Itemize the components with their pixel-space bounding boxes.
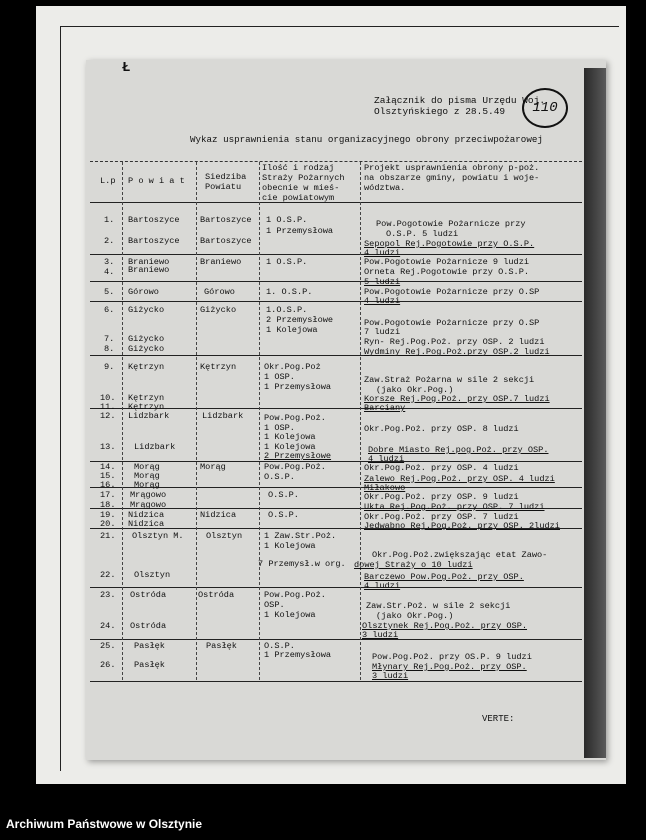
row-lp: 6. <box>104 305 115 315</box>
row-lp: 20. <box>100 519 116 529</box>
row-ilosc: 1 OSP. <box>264 372 295 382</box>
header-ilosc: cie powiatowym <box>262 193 335 203</box>
row-siedziba: Nidzica <box>200 510 237 520</box>
row-ilosc: O.S.P. <box>268 510 299 520</box>
row-ilosc: OSP. <box>264 600 285 610</box>
row-projekt: Miłakowo <box>364 483 406 493</box>
row-powiat: Pasłęk <box>134 641 165 651</box>
row-projekt: Okr.Pog.Poż. przy OSP. 4 ludzi <box>364 463 519 473</box>
row-projekt: 5 ludzi <box>364 277 401 287</box>
row-projekt: Pow.Pogotowie Pożarnicze przy <box>376 219 526 229</box>
row-siedziba: Lidzbark <box>202 411 244 421</box>
row-siedziba: Bartoszyce <box>200 215 252 225</box>
row-projekt: Sepopol Rej.Pogotowie przy O.S.P. <box>364 239 535 249</box>
table-rule <box>90 461 582 462</box>
row-ilosc: 7 Przemysł.w org. <box>258 559 346 569</box>
row-projekt: Pow.Pogotowie Pożarnicze 9 ludzi <box>364 257 530 267</box>
row-lp: 11. <box>100 402 116 412</box>
row-projekt: Orneta Rej.Pogotowie przy O.S.P. <box>364 267 530 277</box>
row-powiat: Giżycko <box>128 334 165 344</box>
row-siedziba: Górowo <box>204 287 235 297</box>
row-projekt: Barciany <box>364 403 406 413</box>
row-projekt: Pow.Pogotowie Pożarnicze przy O.SP <box>364 287 540 297</box>
row-projekt: Okr.Pog.Poż.zwiększając etat Zawo- <box>372 550 548 560</box>
document-title: Wykaz usprawnienia stanu organizacyjnego obrony przeciwpożarowej <box>190 134 543 145</box>
row-ilosc: Pow.Pog.Poż. <box>264 590 326 600</box>
row-powiat: Giżycko <box>128 305 165 315</box>
row-projekt: 4 ludzi <box>364 581 401 591</box>
row-ilosc: 2 Przemysłowe <box>266 315 334 325</box>
header-ilosc: Ilość i rodzaj <box>262 163 335 173</box>
row-powiat: Morąg <box>134 462 160 472</box>
row-powiat: Braniewo <box>128 265 170 275</box>
header-lp: L.p <box>100 176 116 186</box>
row-projekt: (jako Okr.Pog.) <box>376 385 454 395</box>
row-powiat: Nidzica <box>128 519 165 529</box>
row-lp: 23. <box>100 590 116 600</box>
row-projekt: Korsze Rej.Pog.Poż. przy OSP.7 ludzi <box>364 394 550 404</box>
row-powiat: Kętrzyn <box>128 362 165 372</box>
header-powiat: P o w i a t <box>128 176 185 186</box>
table-rule <box>90 161 582 162</box>
row-projekt: Okr.Pog.Poż. przy OSP. 9 ludzi <box>364 492 519 502</box>
row-powiat: Morąg <box>134 471 160 481</box>
row-lp: 12. <box>100 411 116 421</box>
row-lp: 4. <box>104 267 115 277</box>
row-lp: 7. <box>104 334 115 344</box>
header-ilosc: obecnie w mieś- <box>262 183 340 193</box>
row-lp: 19. <box>100 510 116 520</box>
row-ilosc: Pow.Pog.Poż. <box>264 462 326 472</box>
table-rule <box>90 254 582 255</box>
table-rule <box>90 587 582 588</box>
archive-footer <box>0 784 646 840</box>
row-powiat: Mrągowo <box>130 500 167 510</box>
header-siedziba: Powiatu <box>205 182 242 192</box>
row-powiat: Giżycko <box>128 344 165 354</box>
header-projekt: na obszarze gminy, powiatu i woje- <box>364 173 540 183</box>
row-powiat: Olsztyn M. <box>132 531 184 541</box>
row-lp: 5. <box>104 287 115 297</box>
row-projekt: Pow.Pogotowie Pożarnicze przy O.SP <box>364 318 540 328</box>
row-ilosc: 1 Przemysłowa <box>264 650 332 660</box>
row-projekt: 4 ludzi <box>368 454 405 464</box>
row-lp: 24. <box>100 621 116 631</box>
row-projekt: Dobre Miasto Rej.pog.Poż. przy OSP. <box>368 445 549 455</box>
row-powiat: Mrągowo <box>130 490 167 500</box>
row-lp: 9. <box>104 362 115 372</box>
column-divider <box>259 162 260 680</box>
row-powiat: Olsztyn <box>134 570 171 580</box>
table-rule <box>90 301 582 302</box>
row-lp: 15. <box>100 471 116 481</box>
attachment-line-2: Olsztyńskiego z 28.5.49 <box>374 106 506 117</box>
row-projekt: Ryn- Rej.Pog.Poż. przy OSP. 2 ludzi <box>364 337 545 347</box>
row-ilosc: O.S.P. <box>268 490 299 500</box>
row-powiat: Bartoszyce <box>128 215 180 225</box>
row-lp: 3. <box>104 257 115 267</box>
row-lp: 14. <box>100 462 116 472</box>
row-siedziba: Ostróda <box>198 590 235 600</box>
column-divider <box>122 162 123 680</box>
header-projekt: Projekt usprawnienia obrony p-poż. <box>364 163 540 173</box>
row-siedziba: Olsztyn <box>206 531 243 541</box>
row-powiat: Ostróda <box>130 590 167 600</box>
row-lp: 2. <box>104 236 115 246</box>
row-siedziba: Pasłęk <box>206 641 237 651</box>
row-projekt: 4 ludzi <box>364 296 401 306</box>
row-lp: 8. <box>104 344 115 354</box>
row-ilosc: 1 Przemysłowa <box>264 382 332 392</box>
archive-caption: Archiwum Państwowe w Olsztynie <box>6 817 203 831</box>
row-ilosc: 1 Kolejowa <box>264 432 316 442</box>
attachment-line-1: Załącznik do pisma Urzędu Woj. <box>374 95 546 106</box>
row-ilosc: 1 Przemysłowa <box>266 226 334 236</box>
row-lp: 18. <box>100 500 116 510</box>
table-rule <box>90 202 582 203</box>
row-ilosc: O.S.P. <box>264 472 295 482</box>
row-ilosc: 1 Kolejowa <box>264 610 316 620</box>
row-projekt: Zaw.Str.Poż. w sile 2 sekcji <box>366 601 511 611</box>
row-projekt: Olsztynek Rej.Pog.Poż. przy OSP. <box>362 621 528 631</box>
row-siedziba: Braniewo <box>200 257 242 267</box>
verte-note: VERTE: <box>482 714 515 724</box>
row-projekt: Wydminy Rej.Pog.Poż.przy OSP.2 ludzi <box>364 347 550 357</box>
row-siedziba: Morąg <box>200 462 226 472</box>
row-siedziba: Kętrzyn <box>200 362 237 372</box>
row-powiat: Kętrzyn <box>128 393 165 403</box>
row-ilosc: 1 OSP. <box>264 423 295 433</box>
row-ilosc: O.S.P. <box>264 641 295 651</box>
row-ilosc: 1 Kolejowa <box>266 325 318 335</box>
row-projekt: 4 ludzi <box>364 248 401 258</box>
row-projekt: 7 ludzi <box>364 327 401 337</box>
row-ilosc: 1 O.S.P. <box>266 257 308 267</box>
row-lp: 22. <box>100 570 116 580</box>
row-ilosc: Pow.Pog.Poż. <box>264 413 326 423</box>
row-projekt: (jako Okr.Pog.) <box>376 611 454 621</box>
page-number-stamp: 110 <box>522 88 568 128</box>
header-siedziba: Siedziba <box>205 172 247 182</box>
row-lp: 26. <box>100 660 116 670</box>
row-ilosc: Okr.Pog.Poż <box>264 362 321 372</box>
column-divider <box>196 162 197 680</box>
column-divider <box>360 162 361 680</box>
row-projekt: Młynary Rej.Pog.Poż. przy OSP. <box>372 662 527 672</box>
row-powiat: Górowo <box>128 287 159 297</box>
row-ilosc: 1 Kolejowa <box>264 442 316 452</box>
row-lp: 10. <box>100 393 116 403</box>
row-powiat: Braniewo <box>128 257 170 267</box>
row-projekt: Jedwabno Rej.Pog.Poż. przy OSP. 2ludzi <box>364 521 560 531</box>
row-projekt: Zalewo Rej.Pog.Poż. przy OSP. 4 ludzi <box>364 474 555 484</box>
header-ilosc: Straży Pożarnych <box>262 173 345 183</box>
row-projekt: dowej Straży o 10 ludzi <box>354 560 473 570</box>
row-lp: 1. <box>104 215 115 225</box>
row-projekt: Barczewo Pow.Pog.Poż. przy OSP. <box>364 572 524 582</box>
row-ilosc: 1 Zaw.Str.Poż. <box>264 531 337 541</box>
row-lp: 16. <box>100 480 116 490</box>
row-projekt: O.S.P. 5 ludzi <box>386 229 459 239</box>
corner-mark: Ł <box>122 60 131 76</box>
row-projekt: Okr.Pog.Poż. przy OSP. 7 ludzi <box>364 512 519 522</box>
row-projekt: Okr.Pog.Poż. przy OSP. 8 ludzi <box>364 424 519 434</box>
page-edge-shadow <box>584 68 606 758</box>
row-powiat: Kętrzyn <box>128 402 165 412</box>
row-powiat: Lidzbark <box>128 411 170 421</box>
row-projekt: 3 ludzi <box>372 671 409 681</box>
row-ilosc: 1. O.S.P. <box>266 287 313 297</box>
row-projekt: Zaw.Straż Pożarna w sile 2 sekcji <box>364 375 535 385</box>
row-powiat: Nidzica <box>128 510 165 520</box>
row-ilosc: 2 Przemysłowe <box>264 451 332 461</box>
row-powiat: Ostróda <box>130 621 167 631</box>
table-rule <box>90 487 582 488</box>
row-powiat: Morąg <box>134 480 160 490</box>
table-rule <box>90 639 582 640</box>
table-rule <box>90 681 582 682</box>
row-lp: 13. <box>100 442 116 452</box>
row-powiat: Bartoszyce <box>128 236 180 246</box>
row-ilosc: 1 O.S.P. <box>266 215 308 225</box>
row-projekt: Ukta Rej.Pog.Poż. przy OSP. 7 ludzi <box>364 502 545 512</box>
row-lp: 21. <box>100 531 116 541</box>
row-siedziba: Bartoszyce <box>200 236 252 246</box>
row-ilosc: 1.O.S.P. <box>266 305 308 315</box>
row-powiat: Lidzbark <box>134 442 176 452</box>
row-projekt: Pow.Pog.Poż. przy OS.P. 9 ludzi <box>372 652 532 662</box>
table-rule <box>90 281 582 282</box>
row-projekt: 3 ludzi <box>362 630 399 640</box>
row-ilosc: 1 Kolejowa <box>264 541 316 551</box>
header-projekt: wództwa. <box>364 183 406 193</box>
row-siedziba: Giżycko <box>200 305 237 315</box>
row-powiat: Pasłęk <box>134 660 165 670</box>
row-lp: 17. <box>100 490 116 500</box>
row-lp: 25. <box>100 641 116 651</box>
